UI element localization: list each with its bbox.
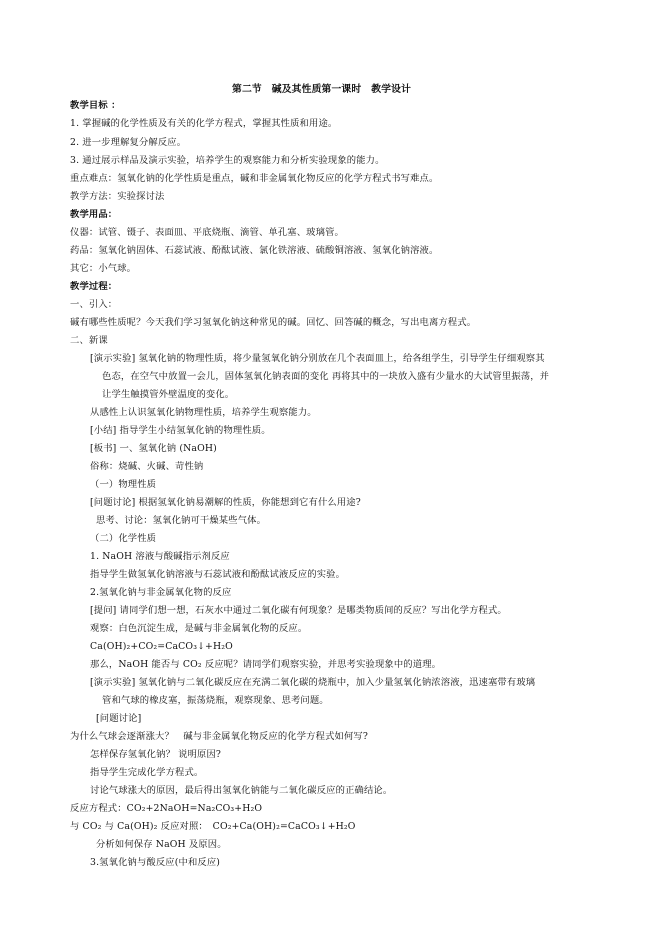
document-title: 第二节 碱及其性质第一课时 教学设计 [232, 84, 412, 95]
text-line: 2.氢氧化钠与非金属氧化物的反应 [90, 587, 232, 598]
section-heading-materials: 教学用品： [70, 209, 118, 220]
text-line-method: 教学方法：实验探讨法 [70, 191, 165, 202]
text-line: 1. NaOH 溶液与酸碱指示剂反应 [90, 551, 230, 562]
text-line: [问题讨论] 根据氢氧化钠易潮解的性质，你能想到它有什么用途? [90, 497, 361, 508]
text-line: 为什么气球会逐渐涨大？ 碱与非金属氧化物反应的化学方程式如何写? [70, 731, 368, 742]
text-line: 怎样保存氢氧化钠？ 说明原因? [90, 749, 222, 760]
text-line: 二、新课 [70, 335, 108, 346]
text-line: 1. 掌握碱的化学性质及有关的化学方程式，掌握其性质和用途。 [70, 118, 338, 129]
text-line: 仪器：试管、镊子、表面皿、平底烧瓶、滴管、单孔塞、玻璃管。 [70, 227, 344, 238]
text-line: 讨论气球涨大的原因，最后得出氢氧化钠能与二氧化碳反应的正确结论。 [90, 785, 393, 796]
text-line: [小结] 指导学生小结氢氧化钠的物理性质。 [90, 425, 271, 436]
text-line: [演示实验] 氢氧化钠与二氧化碳反应在充满二氧化碳的烧瓶中，加入少量氢氧化钠浓溶液，迅速塞带有玻璃 [90, 677, 536, 688]
text-line: 碱有哪些性质呢？今天我们学习氢氧化钠这种常见的碱。回忆、回答碱的概念，写出电离方程式。 [70, 317, 477, 328]
text-line: 俗称：烧碱、火碱、苛性钠 [90, 461, 204, 472]
chemical-equation: 与 CO₂ 与 Ca(OH)₂ 反应对照： CO₂+Ca(OH)₂=CaCO₃↓+H₂O [70, 821, 356, 832]
text-line: 管和气球的橡皮塞，振荡烧瓶，观察现象、思考问题。 [102, 695, 329, 706]
text-line: （一）物理性质 [90, 479, 157, 490]
text-line: 观察：白色沉淀生成，是碱与非金属氧化物的反应。 [90, 623, 308, 634]
text-line: 分析如何保存 NaOH 及原因。 [96, 839, 227, 850]
text-line: 从感性上认识氢氧化钠物理性质，培养学生观察能力。 [90, 407, 317, 418]
text-line: 其它：小气球。 [70, 263, 137, 274]
text-line: [提问] 请同学们想一想，石灰水中通过二氧化碳有何现象？是哪类物质间的反应？写出化学方程式。 [90, 605, 507, 616]
text-line: 让学生触摸管外壁温度的变化。 [102, 389, 235, 400]
text-line-key-points: 重点难点：氢氧化钠的化学性质是重点，碱和非金属氧化物反应的化学方程式书写难点。 [70, 173, 439, 184]
text-line: （二）化学性质 [90, 533, 157, 544]
text-line: 3. 通过展示样品及演示实验，培养学生的观察能力和分析实验现象的能力。 [70, 155, 385, 166]
chemical-equation: Ca(OH)₂+CO₂=CaCO₃↓+H₂O [90, 641, 233, 652]
text-line: [板书] 一、氢氧化钠 (NaOH) [90, 443, 217, 454]
text-line: 那么，NaOH 能否与 CO₂ 反应呢？请同学们观察实验，并思考实验现象中的道理。 [90, 659, 442, 670]
text-line: 指导学生完成化学方程式。 [90, 767, 204, 778]
section-heading-objectives: 教学目标 ： [70, 100, 121, 111]
text-line: [问题讨论] [96, 713, 142, 724]
text-line: 指导学生做氢氧化钠溶液与石蕊试液和酚酞试液反应的实验。 [90, 569, 346, 580]
text-line: 2. 进一步理解复分解反应。 [70, 137, 187, 148]
text-line: 3.氢氧化钠与酸反应(中和反应) [90, 857, 221, 868]
text-line: [演示实验] 氢氧化钠的物理性质，将少量氢氧化钠分别放在几个表面皿上，给各组学生，引导学生仔细观察其 [90, 353, 545, 364]
text-line: 色态，在空气中放置一会儿，固体氢氧化钠表面的变化 再将其中的一块放入盛有少量水的大试管里振荡，并 [102, 371, 550, 382]
chemical-equation: 反应方程式：CO₂+2NaOH=Na₂CO₃+H₂O [70, 803, 263, 814]
text-line: 药品：氢氧化钠固体、石蕊试液、酚酞试液、氯化铁溶液、硫酸铜溶液、氢氧化钠溶液。 [70, 245, 439, 256]
text-line: 一、引入： [70, 299, 118, 310]
text-line: 思考、讨论：氢氧化钠可干燥某些气体。 [96, 515, 267, 526]
section-heading-process: 教学过程： [70, 281, 118, 292]
